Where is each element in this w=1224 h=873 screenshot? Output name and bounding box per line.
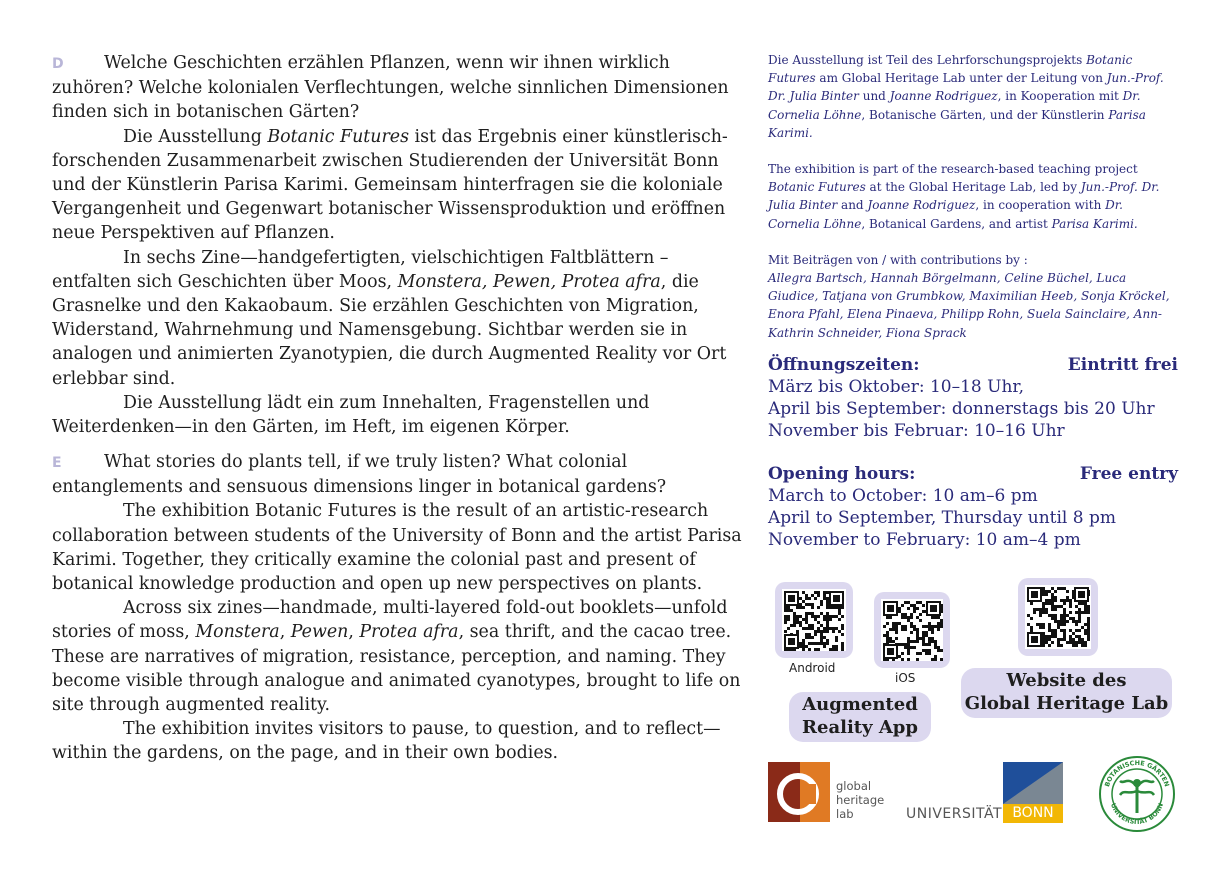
ios-label: iOS	[895, 671, 916, 685]
hours-de-line: März bis Oktober: 10–18 Uhr,	[768, 376, 1025, 397]
de-marker: D	[52, 56, 64, 72]
seal-top-text: BOTANISCHE GÄRTEN	[1103, 758, 1171, 788]
contributors-label: Mit Beiträgen von / with contributions by :	[768, 252, 1028, 267]
uni-bonn-wordmark: UNIVERSITÄT	[906, 806, 1003, 822]
botanical-gardens-seal	[1098, 755, 1176, 833]
qr-android-icon	[782, 589, 846, 651]
ar-app-line2: Reality App	[802, 717, 918, 738]
website-pill[interactable]	[961, 668, 1172, 718]
contributors-list: Allegra Bartsch, Hannah Börgelmann, Celine Büchel, Luca Giudice, Tatjana von Grumbkow, Maximilian Heeb, Sonja Kröckel, Enora Pfahl, Elena Pinaeva, Philipp Rohn, Suela Sainclaire, Ann-Kathrin Schneider, Fiona Sprack	[768, 271, 1170, 340]
ar-app-pill[interactable]	[789, 692, 931, 742]
project-info-en: The exhibition is part of the research-based teaching project Botanic Futures at the Global Heritage Lab, led by Jun.-Prof. Dr. Julia Binter and Joanne Rodriguez, in cooperation with Dr. Cornelia Löhne, Botanical Gardens, and artist Parisa Karimi.	[768, 162, 1160, 231]
hours-en-title: Opening hours:	[768, 463, 916, 484]
en-paragraph-2: The exhibition Botanic Futures is the result of an artistic-research collaboration between students of the University of Bonn and the artist Parisa Karimi. Together, they critically examine the colonial past and present of botanical knowledge production and open up new perspectives on plants.	[52, 501, 742, 595]
de-paragraph-3: In sechs Zine—handgefertigten, vielschichtigen Faltblättern – entfalten sich Geschichten über Moos, Monstera, Pewen, Protea afra, die Grasnelke und den Kakaobaum. Sie erzählen Geschichten von Migration, Widerstand, Wahrnehmung und Namensgebung. Sichtbar werden sie in analogen und animierten Zyanotypien, die durch Augmented Reality vor Ort erlebbar sind.	[52, 247, 727, 389]
de-paragraph-4: Die Ausstellung lädt ein zum Innehalten, Fragenstellen und Weiterdenken—in den Gärten, im Heft, im eigenen Körper.	[52, 392, 650, 438]
info-column	[768, 51, 1178, 551]
qr-code-ios[interactable]	[874, 592, 950, 668]
german-text-block	[52, 51, 742, 439]
qr-code-android[interactable]	[775, 582, 853, 658]
english-text-block	[52, 450, 742, 766]
hours-en-line: April to September, Thursday until 8 pm	[768, 507, 1116, 528]
hours-en-line: November to February: 10 am–4 pm	[768, 529, 1081, 550]
uni-bonn-emblem	[1003, 762, 1063, 804]
hours-en-badge: Free entry	[1079, 463, 1178, 484]
qr-website-icon	[1025, 585, 1091, 649]
android-label: Android	[789, 661, 836, 675]
ar-app-line1: Augmented	[802, 694, 918, 715]
hours-en-line: March to October: 10 am–6 pm	[768, 485, 1038, 506]
de-paragraph-1: D Welche Geschichten erzählen Pflanzen, wenn wir ihnen wirklich zuhören? Welche kolonialen Verflechtungen, welche sinnlichen Dimensionen finden sich in botanischen Gärten?	[52, 53, 729, 123]
qr-ios-icon	[881, 599, 943, 661]
hours-en-header	[768, 463, 1178, 485]
en-paragraph-1: E What stories do plants tell, if we truly listen? What colonial entanglements and sensuous dimensions linger in botanical gardens?	[52, 452, 667, 498]
en-paragraph-3: Across six zines—handmade, multi-layered fold-out booklets—unfold stories of moss, Monstera, Pewen, Protea afra, sea thrift, and the cacao tree. These are narratives of migration, resistance, perception, and naming. They become visible through analogue and animated cyanotypes, brought to life on site through augmented reality.	[52, 598, 741, 716]
hours-de-line: November bis Februar: 10–16 Uhr	[768, 420, 1065, 441]
global-heritage-lab-logo	[768, 762, 830, 822]
website-line1: Website des	[1006, 670, 1127, 691]
en-marker: E	[52, 455, 62, 471]
website-line2: Global Heritage Lab	[964, 693, 1169, 714]
hours-de-badge: Eintritt frei	[1067, 354, 1178, 375]
de-paragraph-2: Die Ausstellung Botanic Futures ist das Ergebnis einer künstlerisch-forschenden Zusammenarbeit zwischen Studierenden der Universität Bonn und der Künstlerin Parisa Karimi. Gemeinsam hinterfragen sie die koloniale Vergangenheit und Gegenwart botanischer Wissensproduktion und eröffnen neue Perspektiven auf Pflanzen.	[52, 126, 728, 244]
seal-bottom-text: UNIVERSITÄT BONN	[1108, 802, 1166, 827]
en-paragraph-4: The exhibition invites visitors to pause, to question, and to reflect—within the gardens, on the page, and in their own bodies.	[52, 719, 721, 764]
ghl-logo-text: global heritage lab	[836, 779, 885, 821]
hours-de-header	[768, 354, 1178, 376]
hours-de-line: April bis September: donnerstags bis 20 Uhr	[768, 398, 1155, 419]
bonn-badge: BONN	[1003, 804, 1063, 823]
qr-code-website[interactable]	[1018, 578, 1098, 656]
project-info-de: Die Ausstellung ist Teil des Lehrforschungsprojekts Botanic Futures am Global Heritage Lab unter der Leitung von Jun.-Prof. Dr. Julia Binter und Joanne Rodriguez, in Kooperation mit Dr. Cornelia Löhne, Botanische Gärten, und der Künstlerin Parisa Karimi.	[768, 53, 1164, 140]
hours-de-title: Öffnungszeiten:	[768, 354, 920, 375]
